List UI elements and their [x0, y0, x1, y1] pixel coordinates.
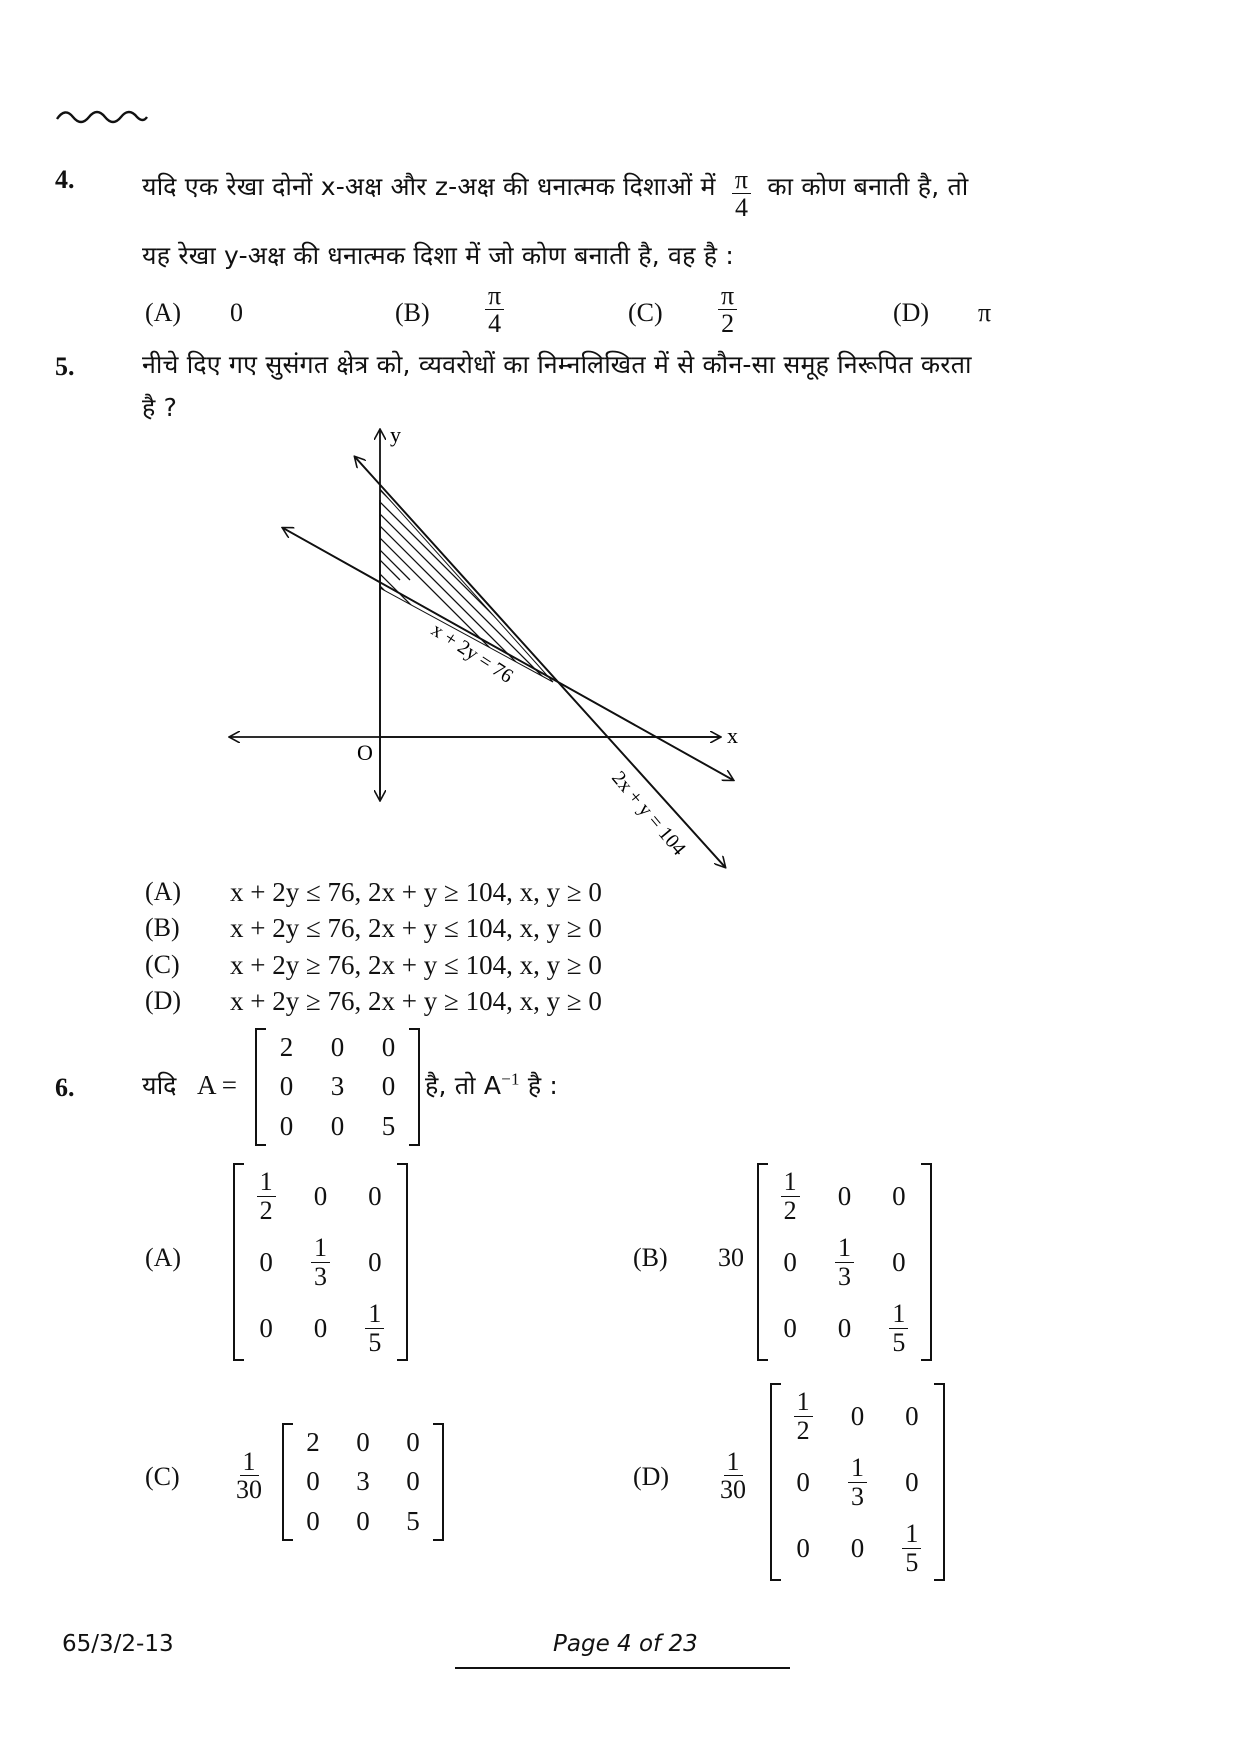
- fraction-denominator: 3: [313, 1261, 327, 1291]
- matrix-cell: 0: [356, 1427, 370, 1458]
- fraction-numerator: 1: [848, 1454, 867, 1482]
- fraction-numerator: 1: [781, 1168, 800, 1196]
- matrix-cell: 0: [259, 1246, 273, 1277]
- q6-option-d-matrix: [770, 1383, 945, 1581]
- fraction-denominator: 5: [892, 1327, 906, 1357]
- q4-option-b-label: (B): [395, 298, 430, 327]
- matrix-cell: 0: [313, 1312, 328, 1343]
- question-6-lhs: A =: [197, 1070, 237, 1100]
- q4-option-c-label: (C): [628, 298, 663, 327]
- q6-option-d-scalar: [717, 1448, 749, 1504]
- matrix-cell: 0: [381, 1032, 396, 1063]
- matrix-cell: 3: [330, 1071, 345, 1102]
- matrix-cell: 0: [306, 1466, 320, 1497]
- fraction-denominator: 2: [259, 1195, 273, 1225]
- fraction-denominator: 30: [720, 1475, 746, 1505]
- question-4-number: 4.: [55, 165, 75, 194]
- q6-option-a-matrix: [233, 1163, 408, 1361]
- q6-option-b-label: (B): [633, 1243, 668, 1272]
- q6-option-d-label: (D): [633, 1462, 670, 1491]
- fraction-half: [794, 1388, 813, 1444]
- fraction-denominator: 2: [796, 1415, 810, 1445]
- fraction-fifth: [902, 1520, 921, 1576]
- q4-option-d-label: (D): [893, 298, 930, 327]
- y-axis-label: y: [390, 422, 401, 447]
- fraction-denominator: 30: [236, 1475, 262, 1505]
- q6-option-c-matrix: [282, 1423, 444, 1541]
- fraction-numerator: π: [718, 282, 737, 310]
- origin-label: O: [357, 740, 373, 765]
- fraction-third: [848, 1454, 867, 1510]
- fraction-numerator: 1: [240, 1448, 259, 1476]
- feasible-region-hatching: [190, 480, 728, 718]
- fraction-numerator: 1: [902, 1520, 921, 1548]
- q6-option-c-label: (C): [145, 1462, 180, 1491]
- line1-label: x + 2y = 76: [427, 618, 517, 688]
- matrix-cell: 0: [850, 1532, 865, 1563]
- fraction-denominator: 5: [905, 1547, 919, 1577]
- fraction-fifth: [889, 1300, 908, 1356]
- q4-option-a-value: 0: [230, 298, 243, 327]
- fraction-numerator: π: [732, 166, 751, 194]
- fraction-denominator: 4: [488, 309, 502, 339]
- line-2x-plus-y-104-tail: [355, 457, 725, 867]
- fraction-denominator: 2: [783, 1195, 797, 1225]
- matrix-cell: 2: [306, 1427, 320, 1458]
- q6-option-c-scalar: [233, 1448, 265, 1504]
- q5-option-b-label: (B): [145, 913, 180, 942]
- question-6-suffix-a: है, तो A: [425, 1071, 502, 1100]
- matrix-cell: 0: [330, 1032, 345, 1063]
- fraction-half: [257, 1168, 276, 1224]
- q4-option-a-label: (A): [145, 298, 182, 327]
- q6-option-b-scalar: 30: [718, 1243, 744, 1272]
- fraction-denominator: 5: [368, 1327, 382, 1357]
- q5-option-d-label: (D): [145, 986, 182, 1015]
- fraction-denominator: 3: [837, 1261, 851, 1291]
- fraction-numerator: 1: [889, 1300, 908, 1328]
- fraction-numerator: 1: [365, 1300, 384, 1328]
- fraction-denominator: 3: [850, 1481, 864, 1511]
- question-5-number: 5.: [55, 352, 75, 381]
- matrix-cell: 5: [406, 1505, 420, 1536]
- matrix-cell: 0: [356, 1505, 370, 1536]
- question-4-text-a: यदि एक रेखा दोनों x-अक्ष और z-अक्ष की धनात्मक दिशाओं में: [142, 171, 716, 201]
- matrix-cell: 0: [892, 1246, 906, 1277]
- matrix-cell: 0: [905, 1400, 919, 1431]
- matrix-cell: 0: [905, 1466, 919, 1497]
- q5-option-a-label: (A): [145, 877, 182, 906]
- fraction-numerator: 1: [794, 1388, 813, 1416]
- question-5-text-line1: नीचे दिए गए सुसंगत क्षेत्र को, व्यवरोधों का निम्नलिखित में से कौन-सा समूह निरूपित करता: [142, 350, 972, 379]
- line2-label: 2x + y = 104: [607, 767, 690, 860]
- matrix-cell: 0: [381, 1071, 396, 1102]
- matrix-cell: 0: [837, 1312, 852, 1343]
- q6-option-a-label: (A): [145, 1243, 182, 1272]
- fraction-numerator: 1: [724, 1448, 743, 1476]
- fraction-numerator: 1: [835, 1234, 854, 1262]
- matrix-cell: 0: [850, 1400, 865, 1431]
- matrix-cell: 0: [406, 1427, 420, 1458]
- q6-option-b-matrix: [757, 1163, 932, 1361]
- matrix-cell: 0: [783, 1246, 797, 1277]
- fraction-denominator: 4: [734, 193, 749, 223]
- question-4-text-line2: यह रेखा y-अक्ष की धनात्मक दिशा में जो कोण बनाती है, वह है :: [142, 241, 735, 270]
- matrix-cell: 0: [837, 1180, 852, 1211]
- inverse-superscript: −1: [501, 1069, 520, 1089]
- matrix-cell: 0: [406, 1466, 420, 1497]
- matrix-cell: 3: [356, 1466, 370, 1497]
- matrix-cell: 0: [796, 1532, 810, 1563]
- matrix-cell: 0: [259, 1312, 273, 1343]
- q5-option-b-text: x + 2y ≤ 76, 2x + y ≤ 104, x, y ≥ 0: [230, 913, 602, 943]
- matrix-cell: 0: [279, 1071, 294, 1102]
- q5-option-c-label: (C): [145, 950, 180, 979]
- matrix-cell: 0: [368, 1246, 382, 1277]
- matrix-cell: 5: [381, 1110, 396, 1141]
- matrix-cell: 0: [892, 1180, 906, 1211]
- paper-code: 65/3/2-13: [62, 1631, 174, 1657]
- matrix-cell: 0: [330, 1110, 345, 1141]
- matrix-cell: 0: [368, 1180, 382, 1211]
- fraction-third: [311, 1234, 330, 1290]
- question-6-suffix: [425, 1068, 558, 1102]
- matrix-cell: 0: [783, 1312, 797, 1343]
- q4-option-d-value: π: [978, 298, 992, 327]
- x-axis-label: x: [727, 723, 738, 748]
- matrix-cell: 0: [306, 1505, 320, 1536]
- question-6-number: 6.: [55, 1073, 75, 1102]
- matrix-a: [255, 1028, 420, 1146]
- fraction-third: [835, 1234, 854, 1290]
- question-5-text-line2: है ?: [142, 393, 178, 422]
- fraction-numerator: 1: [257, 1168, 276, 1196]
- matrix-cell: 0: [279, 1110, 294, 1141]
- q5-option-c-text: x + 2y ≥ 76, 2x + y ≤ 104, x, y ≥ 0: [230, 950, 602, 980]
- fraction-fifth: [365, 1300, 384, 1356]
- matrix-cell: 2: [279, 1032, 294, 1063]
- q5-option-a-text: x + 2y ≤ 76, 2x + y ≥ 104, x, y ≥ 0: [230, 877, 602, 907]
- question-6-prefix: यदि: [142, 1071, 177, 1100]
- question-4-text-b: का कोण बनाती है, तो: [767, 171, 969, 201]
- matrix-cell: 0: [313, 1180, 328, 1211]
- fraction-half: [781, 1168, 800, 1224]
- q5-option-d-text: x + 2y ≥ 76, 2x + y ≥ 104, x, y ≥ 0: [230, 986, 602, 1016]
- matrix-cell: 0: [796, 1466, 810, 1497]
- question-6-suffix-b: है :: [527, 1071, 559, 1100]
- fraction-numerator: π: [485, 282, 504, 310]
- page-number: Page 4 of 23: [553, 1631, 698, 1657]
- footer-rule: [455, 1667, 790, 1669]
- fraction-denominator: 2: [721, 309, 735, 339]
- fraction-numerator: 1: [311, 1234, 330, 1262]
